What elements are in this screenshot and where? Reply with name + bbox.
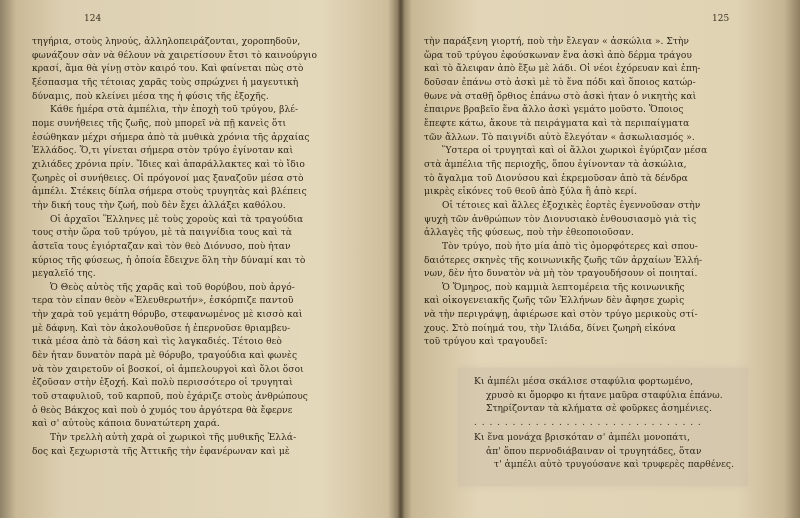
verse-block-second — [474, 432, 734, 473]
text-line: δος καὶ ξεχωριστὰ τῆς Ἀττικῆς τὴν ἐφανέρωναν καὶ μὲ — [32, 446, 290, 457]
text-line: ἀπ' ὅπου περνοδιάβαιναν οἱ τρυγητάδες, ὅταν — [486, 446, 702, 457]
text-line: Τὴν τρελλὴ αὐτὴ χαρὰ οἱ χωρικοὶ τῆς μυθικῆς Ἑλλά- — [50, 433, 297, 444]
text-line: Ὕστερα οἱ τρυγηταὶ καὶ οἱ ἄλλοι χωρικοὶ ἐγύριζαν μέσα — [442, 146, 708, 157]
text-line: ξέσπασμα τῆς τέτοιας χαρᾶς τοὺς σπρώχνει ἡ μαγευτικὴ — [32, 77, 299, 88]
text-line: Κι ἕνα μονάχα βρισκόταν σ' ἀμπέλι μονοπάτι, — [474, 433, 691, 443]
text-line: Οἱ ἀρχαῖοι Ἕλληνες μὲ τοὺς χοροὺς καὶ τὰ τραγούδια — [50, 214, 304, 225]
text-line: τηγήρια, στοὺς ληνούς, ἀλληλοπειράζονται, χοροπηδοῦν, — [32, 37, 301, 47]
text-line: καὶ οἰκογενειακῆς ζωῆς τῶν Ἑλλήνων δὲν ἄφησε χωρὶς — [424, 296, 685, 307]
text-line: ψυχὴ τῶν ἀνθρώπων τὸν Διονυσιακὸ ἐνθουσιασμὸ γιὰ τὶς — [424, 214, 697, 225]
text-line: ἔπεφτε κάτω, ἄκουε τὰ πειράγματα καὶ τὰ περιπαίγματα — [424, 118, 690, 129]
right-page-text — [424, 36, 768, 350]
text-line: τοῦ σταφυλιοῦ, τοῦ καρποῦ, ποὺ ἐχάριζε στοὺς ἀνθρώπους — [32, 392, 308, 403]
text-line: ἐπαιρνε βραβεῖο ἕνα ἄλλο ἀσκὶ γεμάτο μοῦστο. Ὅποιος — [424, 105, 684, 116]
text-line: Ὁ Θεὸς αὐτὸς τῆς χαρᾶς καὶ τοῦ θορύβου, ποὺ ἀργό- — [50, 282, 295, 293]
text-line: νων, δὲν ἦτο δυνατὸν νὰ μὴ τὸν τραγουδήσουν οἱ ποιηταί. — [424, 269, 698, 280]
text-line: χρυσὸ κι ὄμορφο κι ἦτανε μαῦρα σταφύλια ἐπάνω. — [486, 390, 723, 401]
text-line: νὰ τὸν χαιρετοῦν οἱ βοσκοί, οἱ ἀμπελουργοὶ καὶ ὅλοι ὅσοι — [32, 364, 304, 375]
text-line: τὴν δική τους τὴν ζωή, ποὺ δὲν ἔχει ἀλλάξει καθόλου. — [32, 200, 286, 211]
text-line: ἐζοῦσαν στὴν ἐξοχή. Καὶ πολὺ περισσότερο οἱ τρυγηταὶ — [32, 378, 293, 389]
left-page-text — [32, 36, 384, 459]
text-line: Οἱ τέτοιες καὶ ἄλλες ἐξοχικὲς ἑορτὲς ἐγεννοῦσαν στὴν — [442, 200, 701, 211]
text-line: τὸ ἄγαλμα τοῦ Διονύσου καὶ ἐκρεμοῦσαν ἀπὸ τὰ δένδρα — [424, 173, 688, 184]
verse-block-first — [474, 376, 723, 417]
text-line: δοῦσαν ἐπάνω στὸ ἀσκὶ μὲ τὸ ἕνα πόδι καὶ ὅποιος κατώρ- — [424, 77, 696, 88]
text-line: ἀστεῖα τους ἐγιόρταζαν καὶ τὸν θεὸ Διόνυσο, ποὺ ἦταν — [32, 241, 291, 252]
book-gutter — [398, 0, 404, 518]
text-line: ἀλλαγὲς τῆς φύσεως, ποὺ τὴν ἐθεοποιοῦσαν. — [424, 228, 634, 239]
text-line: Ἑλλάδος. Ὅ,τι γίνεται σήμερα στὸν τρύγο ἐγίνοταν καὶ — [32, 146, 294, 157]
right-page — [424, 12, 768, 350]
text-line: τους στὴν ὥρα τοῦ τρύγου, μὲ τὰ παιγνίδια τους καὶ τὰ — [32, 228, 293, 239]
text-line: ἀμπέλι. Στέκεις δίπλα σήμερα στοὺς τρυγητὰς καὶ βλέπεις — [32, 187, 307, 198]
text-line: δαιότερες σκηνὲς τῆς κοινωνικῆς ζωῆς τῶν ἀρχαίων Ἑλλή- — [424, 255, 703, 266]
text-line: τοῦ τρύγου καὶ τραγουδεῖ: — [424, 337, 548, 348]
verse-separator-dots: . . . . . . . . . . . . . . . . . . . . . . . . . . . . . . — [474, 418, 702, 428]
text-line: ὁ θεὸς Βάκχος καὶ ποὺ ὁ χυμός του ἀργότερα θὰ ἔφερνε — [32, 405, 293, 416]
text-line: κύριος τῆς φύσεως, ἡ ὁποία ἔδειχνε ὅλη τὴν δύναμί και τὸ — [32, 255, 306, 266]
text-line: δύναμις, ποὺ κλείνει μέσα της ἡ φύσις τῆς ἐξοχῆς. — [32, 91, 269, 102]
text-line: μὲ δάφνη. Καὶ τὸν ἀκολουθοῦσε ἡ ἐπερνοῦσε θριαμβευ- — [32, 323, 291, 334]
text-line: ἐσώθηκαν μέχρι σήμερα ἀπὸ τὰ μυθικὰ χρόνια τῆς ἀρχαίας — [32, 132, 310, 143]
text-line: Τὸν τρύγο, ποὺ ἦτο μία ἀπὸ τὶς ὀμορφότερες καὶ σπου- — [442, 241, 698, 252]
text-line: δὲν ἦταν δυνατὸν παρὰ μὲ θόρυβο, τραγούδια καὶ φωνὲς — [32, 351, 298, 362]
text-line: ζωηρὲς οἱ συνήθειες. Οἱ πρόγονοί μας ξαναζοῦν μέσα στὸ — [32, 173, 304, 184]
text-line: πομε συνήθειες τῆς ζωῆς, ποὺ μπορεῖ νὰ πῇ κανεὶς ὅτι — [32, 118, 287, 129]
text-line: καὶ σ' αὐτοὺς κάποια δυνατώτερη χαρά. — [32, 419, 220, 430]
text-line: χιλιάδες χρόνια πρίν. Ἴδιες καὶ ἀπαράλλακτες καὶ τὸ ἴδιο — [32, 159, 305, 170]
left-page — [32, 12, 384, 459]
text-line: νὰ τὴν περιγράψῃ, ἀφιέρωσε καὶ στὸν τρύγο μερικοὺς στί- — [424, 310, 698, 321]
text-line: καὶ τὸ ἄλειφαν ἀπὸ ἔξω μὲ λάδι. Οἱ νέοι ἐχόρευαν καὶ ἐπη- — [424, 64, 701, 75]
text-line: τικὰ μέσα ἀπὸ τὰ δάση καὶ τὶς λαγκαδιές. Τέτοιο θεὸ — [32, 337, 282, 348]
text-line: τῶν ἄλλων. Τὸ παιγνίδι αὐτὸ ἔλεγόταν « ἀσκωλιασμός ». — [424, 132, 695, 143]
text-line: φωνάζουν σὰν νὰ θέλουν νὰ χαιρετίσουν ἔτσι τὸ καινούργιο — [32, 50, 318, 61]
text-line: κρασί, ἅμα θὰ γίνῃ στὸν καιρό του. Καὶ φαίνεται πὼς στὸ — [32, 64, 304, 75]
text-line: τ' ἀμπέλι αὐτὸ τρυγούσανε καὶ τρυφερὲς παρθένες. — [494, 460, 735, 471]
text-line: μεγαλεῖό της. — [32, 269, 96, 280]
text-line: Κάθε ἡμέρα στὰ ἀμπέλια, τὴν ἐποχὴ τοῦ τρύγου, βλέ- — [50, 105, 299, 116]
text-line: τὴν χαρὰ τοῦ γεμάτη θόρυβο, στεφανωμένος μὲ κισσὸ καὶ — [32, 310, 303, 321]
text-line: μικρὲς εἰκόνες τοῦ θεοῦ ἀπὸ ξύλα ἢ ἀπὸ κερί. — [424, 187, 638, 198]
text-line: θωνε νὰ σταθῇ ὄρθιος ἐπάνω στὸ ἀσκὶ ἦταν ὁ νικητὴς καὶ — [424, 91, 697, 102]
right-page-number: 125 — [712, 14, 730, 24]
text-line: τὴν παράξενη γιορτή, ποὺ τὴν ἔλεγαν « ἀσκώλια ». Στὴν — [424, 37, 689, 47]
text-line: τερα τὸν εἶπαν θεὸν «Ἐλευθερωτήν», ἐσκόρπιζε παντοῦ — [32, 296, 294, 307]
text-line: στὰ ἀμπέλια τῆς περιοχῆς, ὅπου ἐγίνονταν τὰ ἀσκώλια, — [424, 159, 687, 170]
left-page-number: 124 — [84, 14, 102, 24]
text-line: Στηρίζονταν τὰ κλήματα σὲ φοῦρκες ἀσημένιες. — [486, 404, 712, 415]
text-line: ὥρα τοῦ τρύγου ἐφούσκωναν ἕνα ἀσκὶ ἀπὸ δέρμα τράγου — [424, 50, 692, 61]
text-line: χους. Στὸ ποίημά του, τὴν Ἰλιάδα, δίνει ζωηρὴ εἰκόνα — [424, 323, 676, 334]
text-line: Ὁ Ὅμηρος, ποὺ καμμιὰ λεπτομέρεια τῆς κοινωνικῆς — [442, 282, 685, 293]
text-line: Κι ἀμπέλι μέσα σκάλισε σταφύλια φορτωμένο, — [474, 377, 694, 387]
